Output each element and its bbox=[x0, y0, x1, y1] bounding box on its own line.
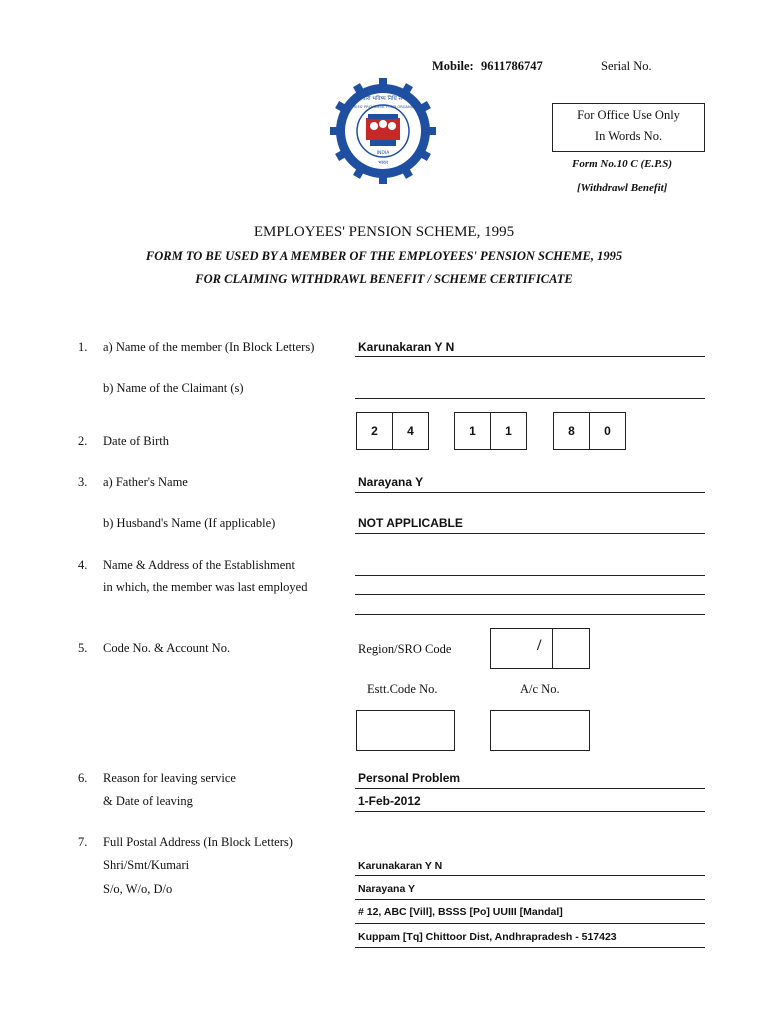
date-leaving-label: & Date of leaving bbox=[103, 794, 193, 808]
establishment-line-3 bbox=[355, 614, 705, 615]
postal-address-label: Full Postal Address (In Block Letters) bbox=[103, 835, 293, 849]
father-name-value: Narayana Y bbox=[358, 475, 424, 489]
establishment-line-1 bbox=[355, 575, 705, 576]
address-name-line bbox=[355, 875, 705, 876]
in-words-label: In Words No. bbox=[594, 129, 663, 143]
dob-day-digit-2: 4 bbox=[392, 412, 429, 450]
father-name-line bbox=[355, 492, 705, 493]
logo-text-english: EMPLOYEES' PROVIDENT FUND ORGANISATION bbox=[340, 105, 426, 109]
item-number-2: 2. bbox=[78, 434, 88, 448]
item-number-4: 4. bbox=[78, 558, 88, 572]
sub-title-1: FORM TO BE USED BY A MEMBER OF THE EMPLOYEES' PENSION SCHEME, 1995 bbox=[145, 249, 623, 263]
address-line-2-value: Kuppam [Tq] Chittoor Dist, Andhrapradesh - 517423 bbox=[358, 931, 617, 943]
logo-text-india: INDIA bbox=[376, 151, 390, 156]
form-number: Form No.10 C (E.P.S) bbox=[572, 158, 673, 170]
region-code-label: Region/SRO Code bbox=[358, 642, 452, 656]
address-line-2 bbox=[355, 947, 705, 948]
address-father-value: Narayana Y bbox=[358, 883, 416, 895]
office-use-box bbox=[552, 103, 705, 152]
logo-text-hindi: कर्मचारी भविष्य निधि संगठन bbox=[354, 96, 412, 102]
salutation-label: Shri/Smt/Kumari bbox=[103, 858, 190, 872]
address-name-value: Karunakaran Y N bbox=[358, 860, 443, 872]
husband-name-line bbox=[355, 533, 705, 534]
sub-title-2: FOR CLAIMING WITHDRAWL BENEFIT / SCHEME CERTIFICATE bbox=[195, 272, 573, 286]
reason-leaving-line bbox=[355, 788, 705, 789]
epfo-logo-icon bbox=[330, 78, 436, 184]
dob-label: Date of Birth bbox=[103, 434, 169, 448]
date-leaving-line bbox=[355, 811, 705, 812]
claimant-name-label: b) Name of the Claimant (s) bbox=[103, 381, 244, 395]
estt-code-label: Estt.Code No. bbox=[367, 682, 438, 696]
address-line-1-value: # 12, ABC [Vill], BSSS [Po] UUIII [Mandal] bbox=[358, 906, 563, 918]
account-no-box bbox=[490, 710, 590, 751]
account-no-label: A/c No. bbox=[520, 682, 560, 696]
region-code-separator: / bbox=[537, 637, 542, 654]
serial-label: Serial No. bbox=[601, 59, 652, 73]
epfo-logo bbox=[330, 78, 436, 184]
dob-day-digit-1: 2 bbox=[356, 412, 393, 450]
reason-leaving-value: Personal Problem bbox=[358, 771, 461, 785]
code-account-label: Code No. & Account No. bbox=[103, 641, 231, 655]
member-name-line bbox=[355, 356, 705, 357]
dob-year-digit-1: 8 bbox=[553, 412, 590, 450]
reason-leaving-label: Reason for leaving service bbox=[103, 771, 236, 785]
date-leaving-value: 1-Feb-2012 bbox=[358, 794, 421, 808]
claimant-name-line bbox=[355, 398, 705, 399]
member-name-value: Karunakaran Y N bbox=[358, 340, 455, 354]
father-name-label: a) Father's Name bbox=[103, 475, 188, 489]
establishment-label-2: in which, the member was last employed bbox=[103, 580, 308, 594]
relation-label: S/o, W/o, D/o bbox=[103, 882, 173, 896]
logo-text-bharat: भारत bbox=[378, 160, 388, 166]
dob-year-digit-2: 0 bbox=[589, 412, 626, 450]
form-subtitle: [Withdrawl Benefit] bbox=[577, 182, 668, 194]
dob-month-digit-2: 1 bbox=[490, 412, 527, 450]
office-use-label: For Office Use Only bbox=[577, 108, 680, 122]
establishment-label-1: Name & Address of the Establishment bbox=[103, 558, 295, 572]
region-code-divider bbox=[552, 628, 553, 669]
item-number-6: 6. bbox=[78, 771, 88, 785]
item-number-3: 3. bbox=[78, 475, 88, 489]
member-name-label: a) Name of the member (In Block Letters) bbox=[103, 340, 315, 354]
mobile-label: Mobile: bbox=[432, 59, 474, 73]
husband-name-label: b) Husband's Name (If applicable) bbox=[103, 516, 276, 530]
mobile-number: 9611786747 bbox=[481, 59, 543, 73]
item-number-1: 1. bbox=[78, 340, 88, 354]
address-father-line bbox=[355, 899, 705, 900]
dob-month-digit-1: 1 bbox=[454, 412, 491, 450]
item-number-5: 5. bbox=[78, 641, 88, 655]
item-number-7: 7. bbox=[78, 835, 88, 849]
husband-name-value: NOT APPLICABLE bbox=[358, 516, 463, 530]
establishment-line-2 bbox=[355, 594, 705, 595]
main-title: EMPLOYEES' PENSION SCHEME, 1995 bbox=[253, 224, 515, 240]
estt-code-box bbox=[356, 710, 455, 751]
address-line-1 bbox=[355, 923, 705, 924]
